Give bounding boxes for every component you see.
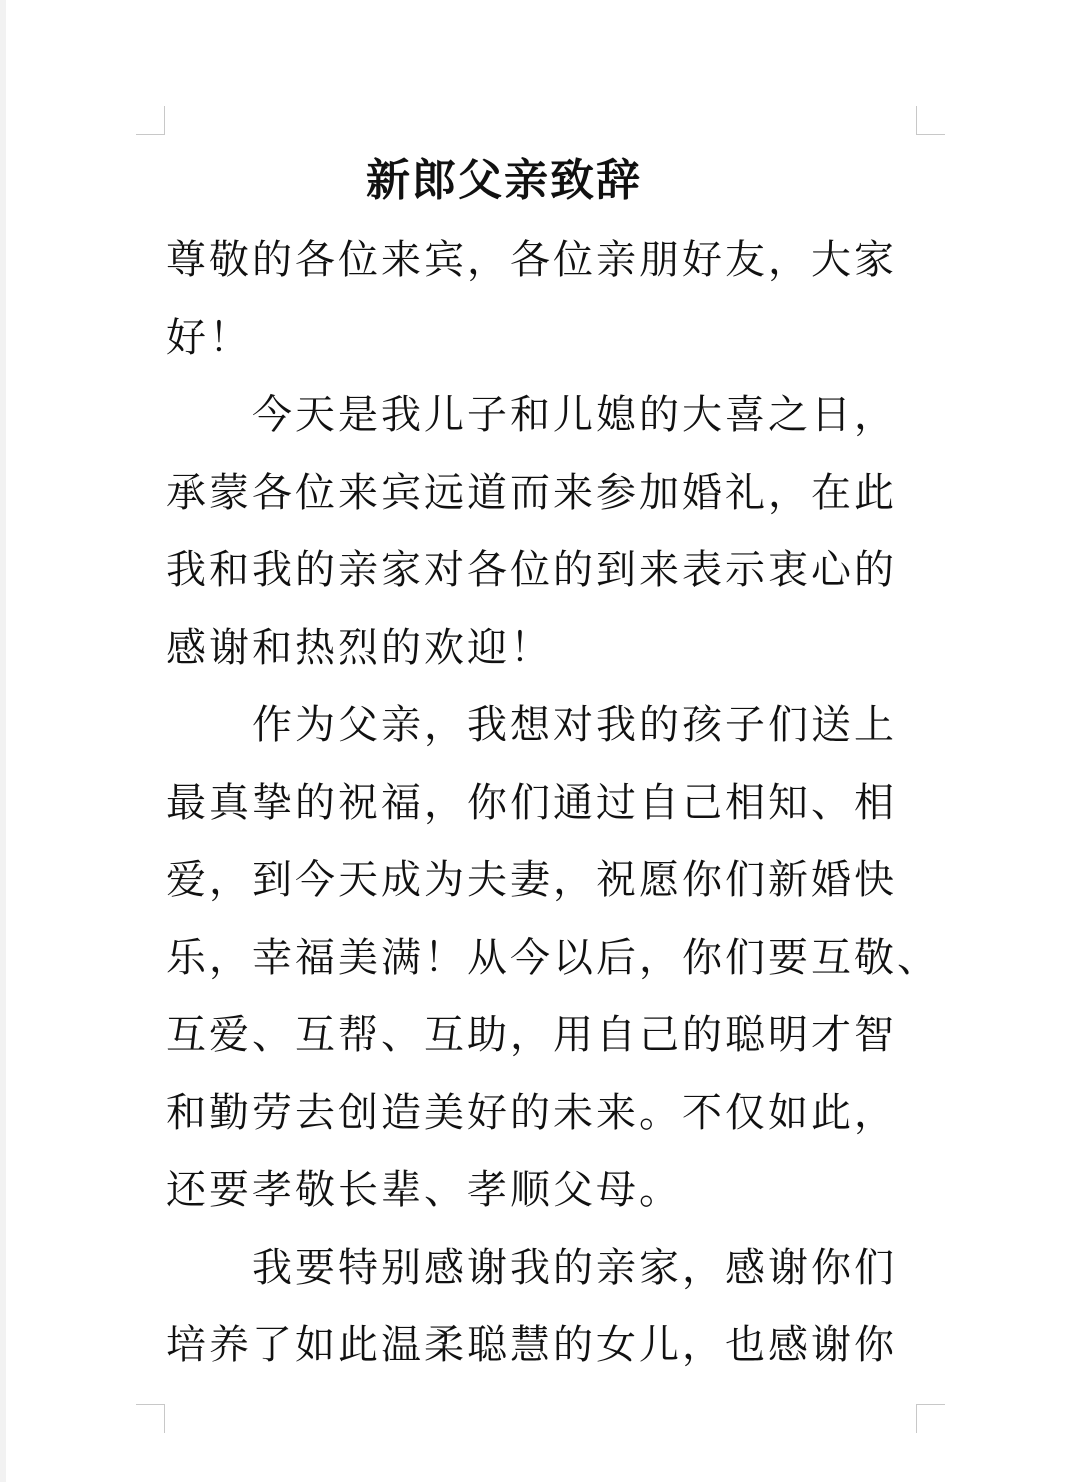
document-title: 新郎父亲致辞 — [366, 155, 642, 206]
text-line: 互爱、互帮、互助，用自己的聪明才智 — [166, 1012, 897, 1058]
text-line: 我和我的亲家对各位的到来表示衷心的 — [166, 547, 897, 593]
text-line: 乐，幸福美满！从今以后，你们要互敬、 — [166, 934, 940, 981]
text-line: 作为父亲，我想对我的孩子们送上 — [252, 702, 897, 748]
text-line: 和勤劳去创造美好的未来。不仅如此， — [166, 1089, 897, 1136]
text-line: 尊敬的各位来宾，各位亲朋好友，大家 — [166, 237, 897, 283]
paragraph-lines — [166, 222, 940, 1385]
crop-mark-bottom-right — [916, 1404, 945, 1433]
page-edge — [0, 0, 6, 1482]
crop-mark-top-left — [136, 106, 165, 135]
document-body — [166, 140, 940, 1385]
crop-mark-top-right — [916, 106, 945, 135]
text-line: 培养了如此温柔聪慧的女儿，也感谢你 — [166, 1322, 897, 1368]
text-line: 好！ — [166, 314, 252, 361]
text-line: 承蒙各位来宾远道而来参加婚礼，在此 — [166, 469, 897, 516]
text-line: 最真挚的祝福，你们通过自己相知、相 — [166, 779, 897, 826]
crop-mark-bottom-left — [136, 1404, 165, 1433]
text-line: 感谢和热烈的欢迎！ — [166, 624, 553, 671]
text-line: 还要孝敬长辈、孝顺父母。 — [166, 1167, 682, 1213]
text-line: 我要特别感谢我的亲家，感谢你们 — [252, 1244, 897, 1291]
text-line: 今天是我儿子和儿媳的大喜之日， — [252, 392, 897, 438]
text-line: 爱，到今天成为夫妻，祝愿你们新婚快 — [166, 857, 897, 903]
